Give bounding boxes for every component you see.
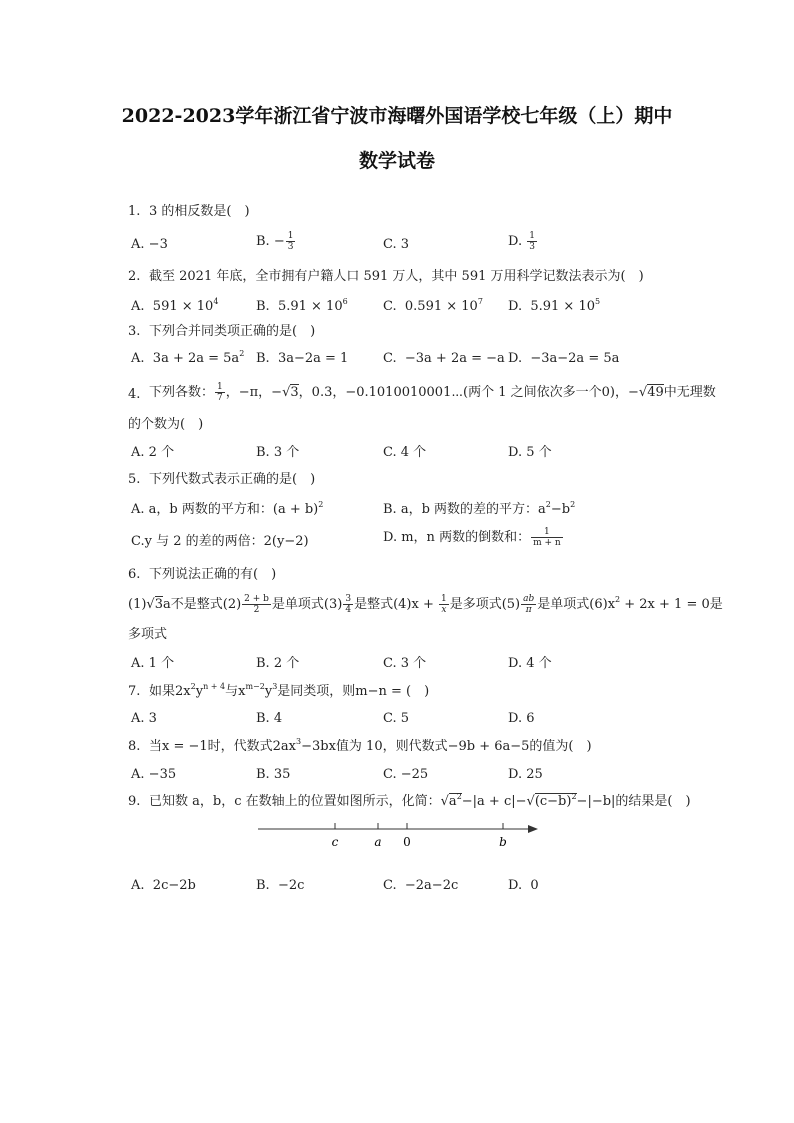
question-3-option-d: D. −3a−2a = 5a: [508, 351, 620, 366]
question-1-option-b: B. − $\frac{1}{3}$: [256, 231, 294, 252]
sqrt-symbol: √: [638, 385, 648, 400]
question-4-option-c: C. 4 个: [383, 445, 427, 460]
question-2-number: 2.: [128, 269, 141, 284]
question-5-option-d: D. m，n 两数的倒数和： $\frac{1}{m + n}$: [383, 527, 561, 548]
question-6-stem-line-3: 多项式: [128, 627, 168, 642]
number-line-label-b: b: [499, 835, 507, 849]
question-6-stem: 下列说法正确的有( ): [149, 567, 277, 582]
question-5-stem: 下列代数式表示正确的是( ): [149, 472, 316, 487]
paper-title-line-2: 数学试卷: [358, 150, 435, 172]
question-9-option-d: D. 0: [508, 878, 539, 893]
question-2-option-b: B. $5.91 \times 10^6$: [256, 296, 348, 314]
fraction: $\frac{1}{3}$: [529, 231, 535, 252]
question-6-number: 6.: [128, 567, 141, 582]
question-1-stem: 3 的相反数是( ): [149, 204, 250, 219]
question-3-option-a: A. $3a + 2a = 5a^2$: [131, 348, 245, 366]
question-6-option-b: B. 2 个: [256, 656, 300, 671]
fraction: $\frac{ab}{\pi}$: [523, 594, 535, 615]
question-6-statements: (1)√3a不是整式(2) $\frac{2 + b}{2}$ 是单项式(3) $\frac{3}{4}$ 是整式(4)x + $\frac{1}{x}$ 是多项式(5) $\frac{ab}{\pi}$ 是单项式$(6)x^2 + 2x + 1 = 0$是: [128, 594, 723, 615]
fraction: $\frac{1}{3}$: [287, 231, 294, 252]
number-line-label-0: 0: [403, 835, 411, 849]
question-7-option-c: C. 5: [383, 711, 410, 726]
question-1-option-a: A. −3: [131, 237, 168, 252]
question-4-number: 4.: [128, 387, 141, 402]
fraction: $\frac{1}{m + n}$: [533, 527, 561, 548]
question-6-option-c: C. 3 个: [383, 656, 427, 671]
question-7-stem: 如果$2x^2y^{n + 4}$与$x^{m-2}y^3$是同类项，则m−n = ( ): [149, 681, 430, 699]
question-9-option-c: C. −2a−2c: [383, 878, 459, 893]
question-4-stem: 下列各数： $\frac{1}{7}$ ，−π，−√3，0.3，−0.1010010001⋯(两个 1 之间依次多一个0)，−√49中无理数: [149, 382, 716, 403]
number-line-arrow: [528, 825, 538, 833]
number-line-label-a: a: [374, 835, 382, 849]
fraction: $\frac{3}{4}$: [345, 594, 352, 615]
question-2-option-c: C. $0.591 \times 10^7$: [383, 296, 483, 314]
fraction: $\frac{1}{7}$: [217, 382, 223, 403]
question-8-option-c: C. −25: [383, 767, 429, 782]
question-7-number: 7.: [128, 684, 141, 699]
sqrt-symbol: √: [146, 597, 155, 612]
paper-title-line-1: 2022-2023学年浙江省宁波市海曙外国语学校七年级（上）期中: [121, 105, 673, 127]
question-8-option-a: A. −35: [131, 767, 177, 782]
question-1-option-d: D. $\frac{1}{3}$: [508, 231, 535, 252]
question-4-option-a: A. 2 个: [131, 445, 175, 460]
question-9-option-a: A. 2c−2b: [131, 878, 196, 893]
question-5-option-b: B. a，b 两数的差的平方：$a^2-b^2$: [383, 499, 576, 517]
question-7-option-b: B. 4: [256, 711, 283, 726]
question-1-number: 1.: [128, 204, 141, 219]
question-3-option-c: C. −3a + 2a = −a: [383, 351, 505, 366]
fraction: $\frac{1}{x}$: [440, 594, 447, 615]
question-9-number: 9.: [128, 794, 141, 809]
question-2-stem: 截至 2021 年底，全市拥有户籍人口 591 万人，其中 591 万用科学记数法表示为( ): [149, 269, 644, 284]
question-8-option-d: D. 25: [508, 767, 543, 782]
question-8-option-b: B. 35: [256, 767, 291, 782]
question-9-option-b: B. −2c: [256, 878, 305, 893]
question-4-option-b: B. 3 个: [256, 445, 300, 460]
question-7-option-a: A. 3: [131, 711, 157, 726]
sqrt-symbol: √: [526, 794, 535, 809]
question-8-number: 8.: [128, 739, 141, 754]
question-4-stem-line-2: 的个数为( ): [128, 417, 204, 432]
question-2-option-d: D. $5.91 \times 10^5$: [508, 296, 601, 314]
question-6-option-a: A. 1 个: [131, 656, 175, 671]
question-5-option-c: C.y 与 2 的差的两倍：2(y−2): [131, 534, 309, 549]
question-5-number: 5.: [128, 472, 141, 487]
question-3-stem: 下列合并同类项正确的是( ): [149, 324, 316, 339]
sqrt-symbol: √: [282, 385, 291, 400]
number-line-label-c: c: [331, 835, 339, 849]
sqrt-symbol: √: [440, 794, 449, 809]
question-3-option-b: B. 3a−2a = 1: [256, 351, 349, 366]
question-7-option-d: D. 6: [508, 711, 535, 726]
question-1-option-c: C. 3: [383, 237, 410, 252]
question-6-option-d: D. 4 个: [508, 656, 552, 671]
question-2-option-a: A. $591 \times 10^4$: [131, 296, 219, 314]
question-8-stem: 当x = −1时，代数式$2ax^3-3bx$值为 10，则代数式−9b + 6a−5的值为( ): [149, 736, 592, 754]
question-9-stem: 已知数 a，b，c 在数轴上的位置如图所示，化简：$√a^2-|a + c|-√(c-b)^2-|-b|$的结果是( ): [149, 791, 691, 809]
fraction: $\frac{2 + b}{2}$: [244, 594, 269, 615]
question-4-option-d: D. 5 个: [508, 445, 552, 460]
question-3-number: 3.: [128, 324, 141, 339]
question-5-option-a: A. a，b 两数的平方和：$(a + b)^2$: [131, 499, 324, 517]
